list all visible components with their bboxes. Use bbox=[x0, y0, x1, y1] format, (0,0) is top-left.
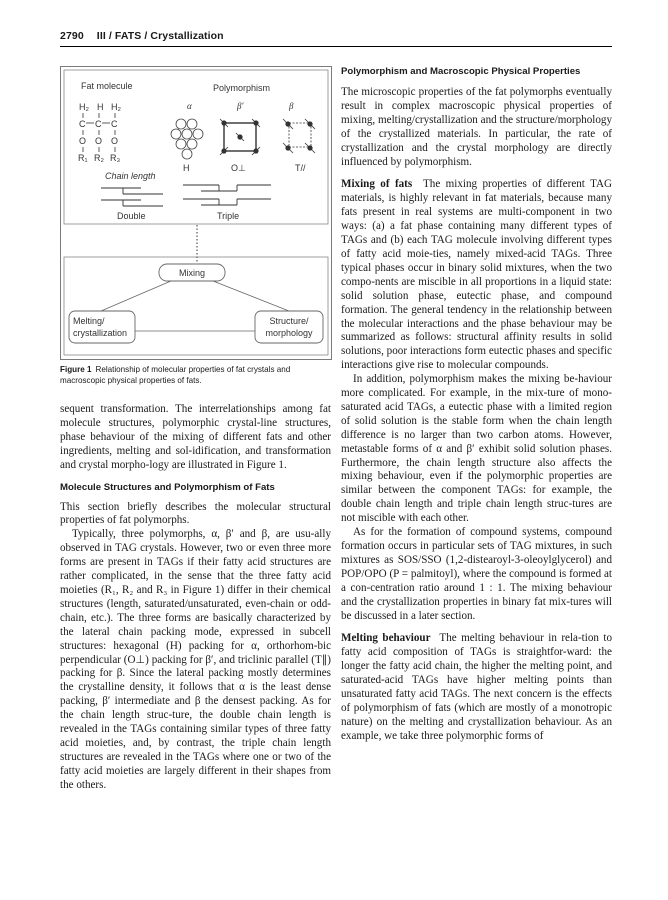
label-double: Double bbox=[117, 211, 146, 221]
subcell-t-label: T// bbox=[295, 163, 306, 173]
subcell-h-label: H bbox=[183, 163, 190, 173]
tag-molecule-structure bbox=[78, 102, 121, 163]
label-fat-molecule: Fat molecule bbox=[81, 81, 133, 91]
chem-c3: C bbox=[111, 119, 118, 129]
runin-mixing-of-fats: Mixing of fats bbox=[341, 178, 413, 191]
running-title: III / FATS / Crystallization bbox=[96, 30, 224, 42]
polymorph-beta-prime: β′ bbox=[237, 101, 244, 111]
alpha-hexagonal-subcell bbox=[171, 119, 203, 159]
node-mixing-label: Mixing bbox=[178, 268, 206, 278]
chem-o3: O bbox=[111, 136, 119, 146]
figure-1 bbox=[60, 66, 332, 360]
node-melting-line1: Melting/ bbox=[73, 316, 105, 326]
page-number: 2790 bbox=[60, 30, 84, 42]
chem-h2-left: H₂ bbox=[79, 102, 89, 112]
triple-chain-length-drawing bbox=[183, 185, 271, 205]
figure-caption-text: Relationship of molecular properties of fat crystals and macroscopic physical properties of fats. bbox=[60, 365, 291, 385]
node-structure-line2: morphology bbox=[265, 328, 313, 338]
runin-melting-behaviour: Melting behaviour bbox=[341, 632, 431, 645]
label-chain-length: Chain length bbox=[105, 171, 156, 181]
node-structure-line1: Structure/ bbox=[269, 316, 309, 326]
chem-h-center: H bbox=[97, 102, 104, 112]
paragraph-mixing-of-fats bbox=[341, 178, 612, 373]
subcell-o-label: O⊥ bbox=[231, 163, 246, 173]
chem-r2: R₂ bbox=[94, 153, 104, 163]
paragraph-melting-text: The melting behaviour in rela-tion to fatty acid composition of TAGs is straightfor-ward: the longer the fatty acid chain, the higher the melting point, and saturated-acid TAGs have higher melting points than unsaturated fatty acid TAGs. The next concern is the effects of polymorphism of fats (which are mostly of a monotropic nature) on the melting and crystallization behaviour. As an example, we take three polymorphic forms of bbox=[341, 632, 613, 742]
paragraph-mixing-text: The mixing properties of different TAG materials, is highly relevant in fat materials, because many fats present in real systems are multi-component in two ways: (a) a fat phase containing many different types of TAGs and (b) each TAG molecule involving different types of fatty acid moie-ties, namely mixed-acid TAGs. Three typical phases occur in binary solid mixtures, when the two compo-nents are miscible in all proportions in a liquid state: solid solution phase, eutectic phase, and compound formation. The general tendency in the relationship between the molecular interactions and the phase behaviour may be summarized as follows: structural affinity results in solid solutions, poor interactions form eutectic phases and specific interactions give rise to molecular compounds. bbox=[341, 178, 612, 372]
paragraph-three-polymorphs: Typically, three polymorphs, α, β′ and β, are usu-ally observed in TAG crystals. However, two or even three more forms are present in TAGs if their fatty acid structures are rather complicated, in the sense that the three fatty acid moieties (R₁, R₂ and R₃ in Figure 1) differ in their chemical structures (length, saturated/unsaturated, even-chain or odd-chain, etc.). The three forms are basically characterized by the lateral chain packing mode, expressed in subcell structures: hexagonal (H) packing for α, orthorhom-bic perpendicular (O⊥) packing for β′, and triclinic parallel (T∥) packing for β. Since the lateral packing mostly determines the crystalline density, it follows that α is the least dense packing, β′ intermediate and β the densest packing. As for the chain length struc-ture, the double chain length is revealed in the TAGs containing similar types of three fatty acid moieties, and, by contrast, the triple chain length structures are revealed in the TAGs where one or two of the fatty acid moieties are largely different in their shapes from the others. bbox=[60, 528, 331, 791]
paragraph-compound-formation: As for the formation of compound systems, compound formation occurs in particular sets of TAG mixtures, in such mixtures as SOS/SSO (1,2-distearoyl-3-oleoylglycerol) and POP/OPO (P = palmitoyl), where the compound is formed at a con-centration ratio around 1 : 1. The mixing behaviour and the crystallization properties in binary fat mix-tures will be discussed in a later section. bbox=[341, 526, 612, 622]
label-polymorphism: Polymorphism bbox=[213, 83, 271, 93]
chem-r3: R₃ bbox=[110, 153, 121, 163]
polymorph-alpha: α bbox=[187, 101, 192, 111]
paragraph-polymorphism-mixing: In addition, polymorphism makes the mixing be-haviour more complicated. For example, in the mix-ture of mono-saturated acid TAGs, a eutectic phase with a limited region of solid solution is the stable form when the chain length difference is no larger than two carbon atoms. However, metastable forms of α and β′ exhibit solid solution phases. Furthermore, the chain length structure also affects the mixing behaviour, even if the polymorphic properties are similar between the component TAGs: for example, the double chain length and triple chain length struc-tures are not miscible with each other. bbox=[341, 373, 612, 525]
beta-triclinic-subcell bbox=[283, 119, 315, 153]
figure-caption bbox=[60, 365, 332, 386]
figure-1-diagram bbox=[61, 67, 333, 361]
right-column-text bbox=[341, 66, 612, 744]
chem-c2: C bbox=[95, 119, 102, 129]
figure-caption-label: Figure 1 bbox=[60, 365, 92, 374]
paragraph-intro: This section briefly describes the molecular structural properties of fat polymorphs. bbox=[60, 500, 331, 527]
heading-polymorphism-properties: Polymorphism and Macroscopic Physical Properties bbox=[341, 66, 581, 77]
heading-molecule-structures: Molecule Structures and Polymorphism of Fats bbox=[60, 481, 275, 493]
chem-r1: R₁ bbox=[78, 153, 88, 163]
paragraph-microscopic: The microscopic properties of the fat polymorphs eventually result in complex macroscopic physical properties of mixing, melting/crystallization and the structure/morphology of the crystallized materials. In particular, the rate of crystallization and the crystal morphology are directly influenced by polymorphism. bbox=[341, 86, 612, 168]
header-rule bbox=[60, 46, 612, 47]
node-melting-line2: crystallization bbox=[73, 328, 128, 338]
paragraph-continuation: sequent transformation. The interrelationships among fat molecule structures, polymorphic crystal-line structures, phase behaviour of the mixing of different fats and other ingredients, melting and sol-idification, and transformation and crystal morpho-logy are illustrated in Figure 1. bbox=[60, 403, 331, 471]
label-triple: Triple bbox=[217, 211, 240, 221]
polymorph-beta: β bbox=[289, 101, 294, 111]
paragraph-melting-behaviour bbox=[341, 632, 612, 743]
double-chain-length-drawing bbox=[101, 188, 163, 206]
beta-prime-orthorhombic-subcell bbox=[220, 119, 260, 155]
chem-c1: C bbox=[79, 119, 86, 129]
left-column-text bbox=[60, 403, 331, 793]
running-header bbox=[60, 30, 224, 42]
chem-o2: O bbox=[95, 136, 103, 146]
chem-o1: O bbox=[79, 136, 87, 146]
chem-h2-right: H₂ bbox=[111, 102, 121, 112]
